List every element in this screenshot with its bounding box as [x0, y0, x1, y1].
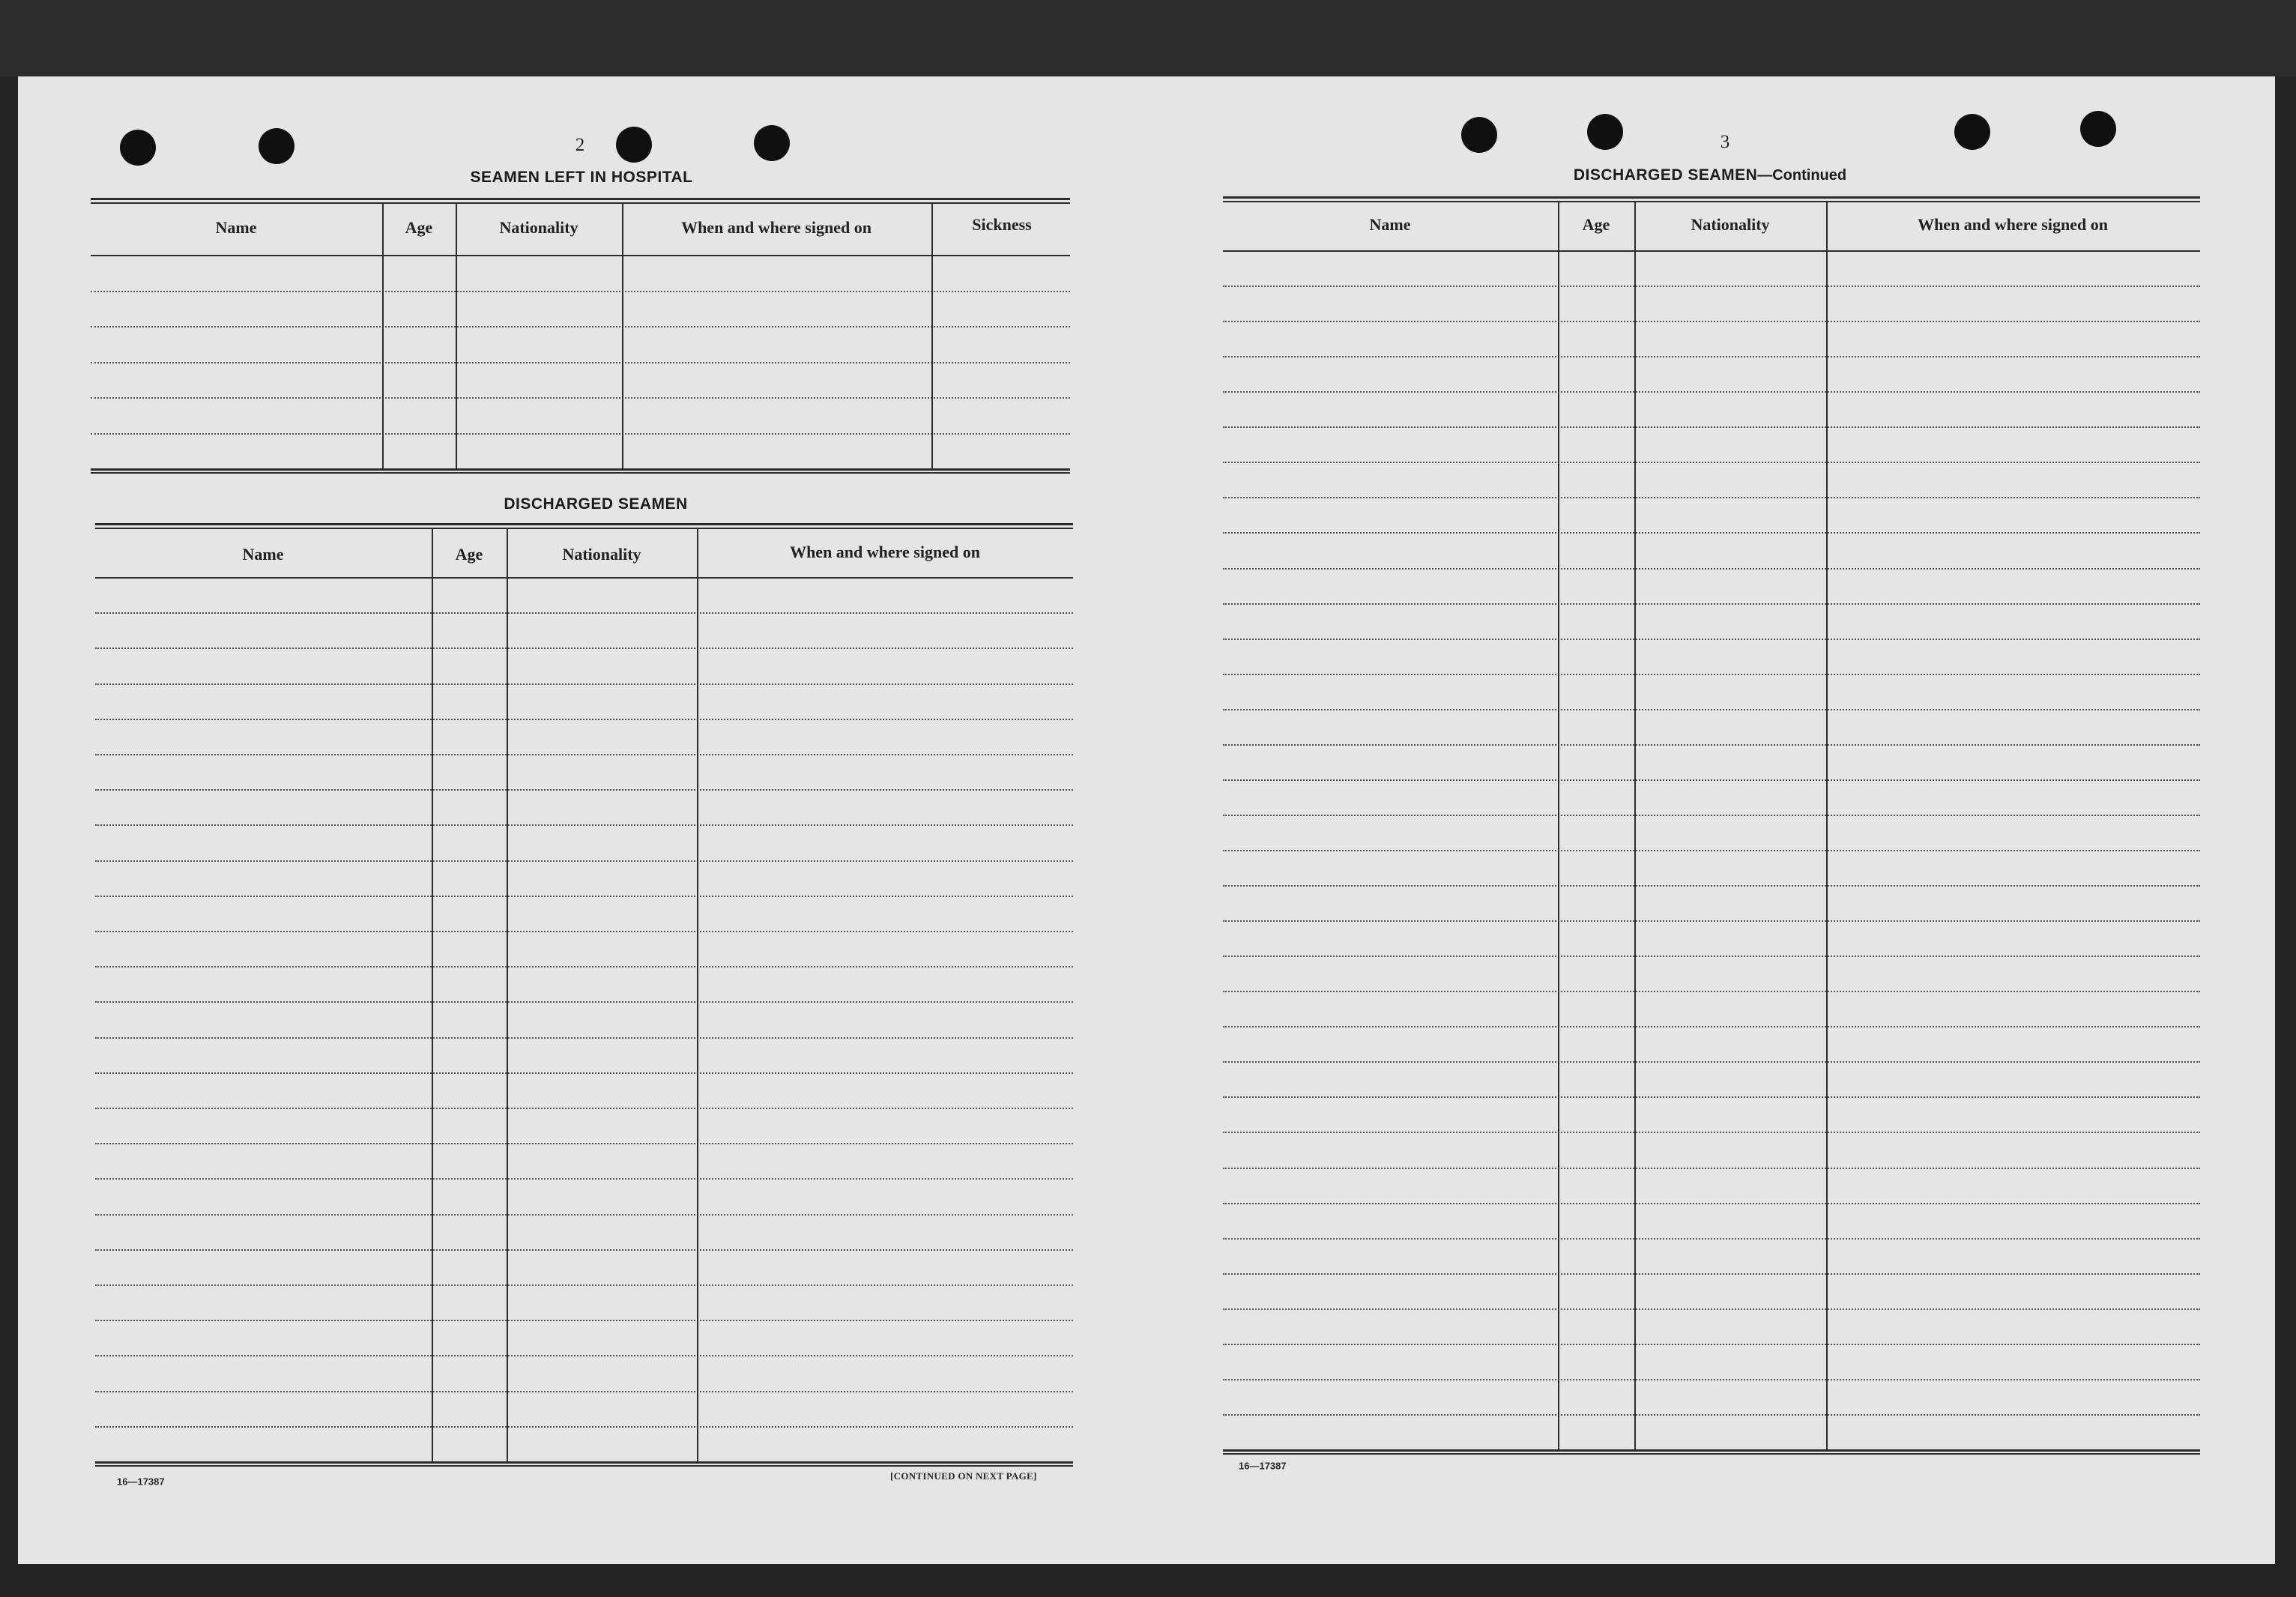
discharged-continued-table-column-divider — [1558, 202, 1559, 1449]
discharged-header-name: Name — [242, 545, 284, 564]
hospital-section-title: SEAMEN LEFT IN HOSPITAL — [470, 169, 693, 186]
discharged-table-column-divider — [697, 529, 698, 1461]
discharged-continued-table-row-line — [1223, 1308, 2200, 1310]
discharged-table-row-line — [95, 896, 1073, 897]
discharged-table-row-line — [95, 1214, 1073, 1216]
discharged-continued-table-row-line — [1223, 920, 2200, 922]
page-number-right: 3 — [1720, 132, 1730, 152]
discharged-header-nationality: Nationality — [562, 545, 641, 564]
discharged-continued-table-row-line — [1223, 850, 2200, 851]
discharged-continued-table-top-rule — [1223, 196, 2200, 199]
form-number-right: 16—17387 — [1239, 1460, 1287, 1472]
page-number-left: 2 — [575, 135, 585, 155]
punch-hole — [754, 125, 790, 161]
discharged-header-signed-on: When and where signed on — [790, 543, 980, 561]
discharged-continued-table-row-line — [1223, 1344, 2200, 1345]
discharged-table-row-line — [95, 1001, 1073, 1003]
hospital-table-row-line — [91, 362, 1070, 363]
discharged-continued-title-main: DISCHARGED SEAMEN — [1573, 166, 1758, 184]
discharged-continued-table-column-divider — [1634, 202, 1636, 1449]
hospital-table-row-line — [91, 326, 1070, 327]
discharged-continued-table-row-line — [1223, 462, 2200, 463]
discharged-continued-title — [1574, 166, 1846, 184]
punch-hole — [1587, 114, 1623, 150]
discharged-continued-table-row-line — [1223, 744, 2200, 746]
discharged-table-row-line — [95, 683, 1073, 685]
continued-header-signed-on: When and where signed on — [1918, 215, 2108, 234]
hospital-table-bottom-rule-inner — [91, 472, 1070, 474]
discharged-continued-table-row-line — [1223, 639, 2200, 640]
discharged-table-row-line — [95, 1426, 1073, 1428]
paper-sheet — [18, 76, 2275, 1564]
hospital-table-column-divider — [456, 204, 457, 468]
discharged-table-bottom-rule-inner — [95, 1465, 1073, 1467]
punch-hole — [259, 128, 294, 164]
discharged-table-row-line — [95, 1178, 1073, 1180]
discharged-continued-table-row-line — [1223, 1168, 2200, 1169]
discharged-continued-table-header-rule — [1223, 250, 2200, 252]
hospital-table-row-line — [91, 397, 1070, 399]
discharged-table-row-line — [95, 966, 1073, 967]
hospital-header-nationality: Nationality — [499, 218, 578, 237]
discharged-table-row-line — [95, 1355, 1073, 1356]
hospital-table-top-rule-inner — [91, 202, 1070, 204]
hospital-header-sickness: Sickness — [972, 215, 1032, 234]
discharged-table-top-rule — [95, 523, 1073, 525]
discharged-table-row-line — [95, 931, 1073, 932]
discharged-continued-table-row-line — [1223, 1026, 2200, 1027]
hospital-table-column-divider — [382, 204, 384, 468]
discharged-table-row-line — [95, 612, 1073, 614]
discharged-continued-title-suffix: —Continued — [1757, 167, 1847, 184]
hospital-header-name: Name — [215, 218, 257, 237]
discharged-continued-table-row-line — [1223, 1203, 2200, 1204]
discharged-table-row-line — [95, 860, 1073, 862]
discharged-continued-table-row-line — [1223, 815, 2200, 816]
hospital-table-column-divider — [931, 204, 933, 468]
hospital-table-bottom-rule — [91, 468, 1070, 471]
discharged-table-row-line — [95, 647, 1073, 649]
hospital-table-row-line — [91, 433, 1070, 435]
discharged-table-row-line — [95, 754, 1073, 755]
form-number-left: 16—17387 — [117, 1476, 165, 1488]
scanner-background — [0, 0, 2296, 76]
punch-hole — [616, 127, 652, 163]
continued-header-nationality: Nationality — [1691, 215, 1770, 234]
discharged-continued-table-row-line — [1223, 1379, 2200, 1380]
hospital-header-age: Age — [405, 218, 433, 237]
discharged-table-top-rule-inner — [95, 528, 1073, 529]
discharged-continued-table-column-divider — [1826, 202, 1828, 1449]
discharged-continued-table-row-line — [1223, 709, 2200, 710]
discharged-continued-table-row-line — [1223, 532, 2200, 534]
discharged-continued-table-row-line — [1223, 286, 2200, 287]
continued-note: [CONTINUED ON NEXT PAGE] — [890, 1470, 1037, 1482]
discharged-continued-table-row-line — [1223, 1238, 2200, 1240]
discharged-continued-table-row-line — [1223, 603, 2200, 605]
discharged-continued-table-top-rule-inner — [1223, 201, 2200, 202]
discharged-table-row-line — [95, 1284, 1073, 1286]
continued-header-name: Name — [1369, 215, 1411, 234]
discharged-table-row-line — [95, 1072, 1073, 1074]
discharged-continued-table-row-line — [1223, 1273, 2200, 1275]
discharged-table-row-line — [95, 1391, 1073, 1392]
punch-hole — [120, 130, 156, 166]
discharged-table-row-line — [95, 1143, 1073, 1144]
discharged-continued-table-row-line — [1223, 674, 2200, 675]
hospital-header-signed-on: When and where signed on — [681, 218, 871, 237]
discharged-table-row-line — [95, 789, 1073, 791]
discharged-continued-table-row-line — [1223, 497, 2200, 498]
discharged-table-row-line — [95, 1320, 1073, 1321]
discharged-continued-table-row-line — [1223, 956, 2200, 957]
discharged-continued-table-row-line — [1223, 356, 2200, 357]
discharged-table-row-line — [95, 719, 1073, 720]
discharged-table-row-line — [95, 1037, 1073, 1039]
discharged-table-row-line — [95, 1108, 1073, 1109]
hospital-table-top-rule — [91, 198, 1070, 200]
punch-hole — [1461, 117, 1497, 153]
discharged-continued-table-row-line — [1223, 1132, 2200, 1133]
punch-hole — [1954, 114, 1990, 150]
discharged-table-column-divider — [507, 529, 508, 1461]
discharged-continued-table-row-line — [1223, 991, 2200, 992]
discharged-continued-table-row-line — [1223, 568, 2200, 570]
continued-header-age: Age — [1582, 215, 1610, 234]
discharged-continued-table-row-line — [1223, 1061, 2200, 1063]
discharged-continued-table-row-line — [1223, 1096, 2200, 1098]
discharged-header-age: Age — [455, 545, 483, 564]
discharged-continued-table-row-line — [1223, 391, 2200, 393]
discharged-continued-table-bottom-rule-inner — [1223, 1453, 2200, 1455]
discharged-continued-table-row-line — [1223, 779, 2200, 781]
discharged-table-header-rule — [95, 577, 1073, 579]
discharged-table-row-line — [95, 824, 1073, 826]
discharged-table-row-line — [95, 1249, 1073, 1251]
discharged-continued-table-row-line — [1223, 1414, 2200, 1416]
discharged-table-bottom-rule — [95, 1461, 1073, 1464]
hospital-table-column-divider — [622, 204, 623, 468]
discharged-continued-table-bottom-rule — [1223, 1449, 2200, 1452]
hospital-table-row-line — [91, 291, 1070, 292]
hospital-table-header-rule — [91, 255, 1070, 256]
discharged-continued-table-row-line — [1223, 885, 2200, 887]
discharged-continued-table-row-line — [1223, 426, 2200, 428]
discharged-table-column-divider — [432, 529, 433, 1461]
punch-hole — [2080, 111, 2116, 147]
discharged-continued-table-row-line — [1223, 321, 2200, 322]
discharged-section-title: DISCHARGED SEAMEN — [504, 495, 688, 513]
